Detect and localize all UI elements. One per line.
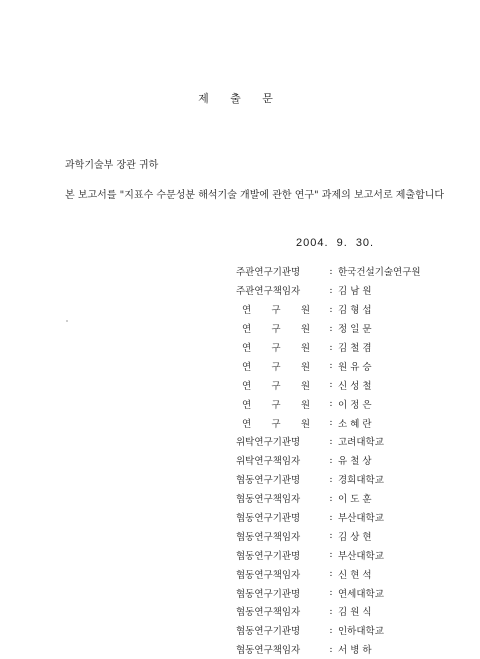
personnel-role: 협동연구기관명 xyxy=(236,550,301,562)
separator-colon: : xyxy=(329,341,333,353)
personnel-name: 신 성 철 xyxy=(338,380,372,392)
personnel-row xyxy=(236,564,436,583)
personnel-name: 정 일 문 xyxy=(338,324,372,336)
personnel-row xyxy=(236,489,436,508)
personnel-role: 연 구 원 xyxy=(242,418,310,430)
separator-colon: : xyxy=(329,417,333,429)
separator-colon: : xyxy=(329,568,333,580)
separator-colon: : xyxy=(329,643,333,655)
personnel-row xyxy=(236,262,436,281)
personnel-name: 소 혜 란 xyxy=(338,418,372,430)
separator-colon: : xyxy=(329,473,333,485)
separator-colon: : xyxy=(329,360,333,372)
personnel-name: 원 유 승 xyxy=(338,361,372,373)
personnel-row xyxy=(236,526,436,545)
personnel-row xyxy=(236,413,436,432)
personnel-name: 연세대학교 xyxy=(338,588,384,600)
personnel-row xyxy=(236,338,436,357)
separator-colon: : xyxy=(329,435,333,447)
personnel-name: 경희대학교 xyxy=(338,475,384,487)
personnel-row xyxy=(236,602,436,621)
personnel-list xyxy=(236,262,436,659)
personnel-role: 연 구 원 xyxy=(242,343,310,354)
personnel-name: 이 도 훈 xyxy=(338,494,372,506)
personnel-role: 연 구 원 xyxy=(242,399,310,411)
personnel-row xyxy=(236,432,436,451)
separator-colon: : xyxy=(329,303,333,315)
personnel-name: 고려대학교 xyxy=(338,437,384,449)
separator-colon: : xyxy=(329,322,333,334)
separator-colon: : xyxy=(329,587,333,599)
personnel-role: 연 구 원 xyxy=(242,380,310,392)
personnel-row xyxy=(236,470,436,489)
personnel-row xyxy=(236,394,436,413)
personnel-name: 부산대학교 xyxy=(338,513,384,525)
separator-colon: : xyxy=(329,284,333,296)
personnel-row xyxy=(236,319,436,338)
separator-colon: : xyxy=(329,530,333,542)
personnel-role: 연 구 원 xyxy=(242,305,310,317)
personnel-name: 신 현 석 xyxy=(338,569,372,581)
addressee-line: 과학기술부 장관 귀하 xyxy=(65,160,159,171)
personnel-row xyxy=(236,281,436,300)
personnel-name: 한국건설기술연구원 xyxy=(338,267,421,279)
personnel-name: 부산대학교 xyxy=(338,550,384,562)
submission-date: 2004. 9. 30. xyxy=(296,237,375,249)
personnel-role: 협동연구기관명 xyxy=(236,513,301,525)
separator-colon: : xyxy=(329,492,333,504)
personnel-row xyxy=(236,375,436,394)
separator-colon: : xyxy=(329,511,333,523)
separator-colon: : xyxy=(329,454,333,466)
personnel-role: 협동연구책임자 xyxy=(236,569,301,581)
personnel-row xyxy=(236,545,436,564)
personnel-role: 위탁연구책임자 xyxy=(236,456,301,468)
personnel-row xyxy=(236,508,436,527)
personnel-name: 이 정 은 xyxy=(338,399,372,411)
personnel-role: 연 구 원 xyxy=(242,361,310,373)
separator-colon: : xyxy=(329,379,333,391)
separator-colon: : xyxy=(329,549,333,561)
personnel-name: 김 철 겸 xyxy=(338,343,372,354)
personnel-name: 인하대학교 xyxy=(338,626,384,638)
submission-statement: 본 보고서를 "지표수 수문성분 해석기술 개발에 관한 연구" 과제의 보고서로 제출합니다 xyxy=(65,190,445,201)
personnel-role: 협동연구기관명 xyxy=(236,626,301,638)
personnel-row xyxy=(236,300,436,319)
document-title: 제 출 문 xyxy=(198,92,282,105)
personnel-role: 협동연구기관명 xyxy=(236,475,301,487)
personnel-name: 김 상 현 xyxy=(338,531,372,543)
personnel-row xyxy=(236,621,436,640)
separator-colon: : xyxy=(329,624,333,636)
personnel-name: 김 형 섭 xyxy=(338,305,372,317)
personnel-name: 김 남 원 xyxy=(338,286,372,298)
separator-colon: : xyxy=(329,265,333,277)
personnel-role: 위탁연구기관명 xyxy=(236,437,301,449)
personnel-row xyxy=(236,640,436,659)
personnel-role: 협동연구기관명 xyxy=(236,588,301,600)
personnel-row xyxy=(236,583,436,602)
separator-colon: : xyxy=(329,398,333,410)
personnel-role: 주관연구기관명 xyxy=(236,267,301,279)
separator-colon: : xyxy=(329,605,333,617)
personnel-role: 협동연구책임자 xyxy=(236,645,301,657)
personnel-role: 협동연구책임자 xyxy=(236,607,301,619)
personnel-name: 김 원 식 xyxy=(338,607,372,619)
personnel-role: 협동연구책임자 xyxy=(236,531,301,543)
personnel-role: 협동연구책임자 xyxy=(236,494,301,506)
personnel-row xyxy=(236,356,436,375)
personnel-name: 유 철 상 xyxy=(338,456,372,468)
personnel-row xyxy=(236,451,436,470)
personnel-name: 서 병 하 xyxy=(338,645,372,657)
scan-speck xyxy=(66,320,68,322)
personnel-role: 연 구 원 xyxy=(242,324,310,336)
personnel-role: 주관연구책임자 xyxy=(236,286,301,298)
